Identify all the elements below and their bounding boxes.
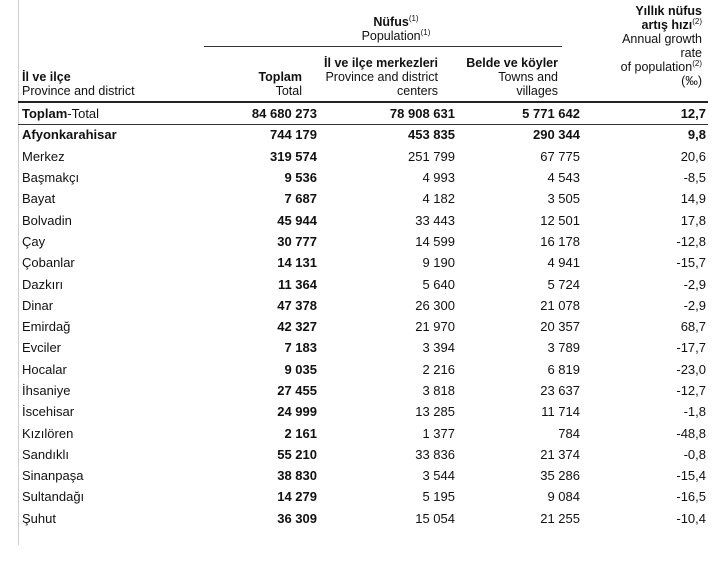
towns-cell: 21 374 <box>540 446 580 462</box>
district-name-cell: Sandıklı <box>22 446 69 462</box>
towns-cell: 20 357 <box>540 319 580 335</box>
growth-title-tr-line2: artış hızı <box>641 18 693 32</box>
table-row <box>22 337 706 358</box>
total-cell: 36 309 <box>277 510 317 526</box>
district-name-cell: Dinar <box>22 297 54 313</box>
towns-cell: 9 084 <box>547 489 580 505</box>
total-cell: 42 327 <box>277 319 317 335</box>
total-cell: 7 687 <box>284 191 317 207</box>
table-row <box>22 295 706 316</box>
table-row <box>22 252 706 273</box>
growth-rate-cell: -17,7 <box>676 340 706 356</box>
district-name-cell: Evciler <box>22 340 62 356</box>
centers-cell: 13 285 <box>415 404 455 420</box>
towns-cell: 3 789 <box>547 340 580 356</box>
growth-rate-cell: -2,9 <box>683 297 706 313</box>
growth-title-tr-line1: Yıllık nüfus <box>635 4 702 18</box>
centers-cell: 9 190 <box>422 255 455 271</box>
towns-cell: 4 941 <box>547 255 580 271</box>
total-header-tr: Toplam <box>258 70 302 84</box>
growth-rate-cell: -1,8 <box>683 404 706 420</box>
district-name-cell: Hocalar <box>22 361 67 377</box>
centers-cell: 2 216 <box>422 361 455 377</box>
table-row <box>22 401 706 422</box>
total-cell: 11 364 <box>277 276 317 292</box>
towns-cell: 67 775 <box>540 148 580 164</box>
growth-rate-cell: 17,8 <box>680 212 706 228</box>
centers-cell: 33 443 <box>415 212 455 228</box>
total-cell: 2 161 <box>284 425 317 441</box>
centers-cell: 78 908 631 <box>389 106 455 122</box>
table-row <box>22 465 706 486</box>
total-cell: 9 035 <box>284 361 317 377</box>
total-header-en: Total <box>275 84 302 98</box>
centers-header-en-line1: Province and district <box>325 70 438 84</box>
table-row <box>22 124 706 145</box>
towns-cell: 784 <box>558 425 580 441</box>
population-group-header <box>336 15 456 43</box>
total-cell: 27 455 <box>277 383 317 398</box>
table-row <box>22 209 706 230</box>
growth-rate-cell: -15,7 <box>676 255 706 271</box>
growth-rate-cell: -15,4 <box>676 468 706 484</box>
total-row-rule <box>18 124 708 125</box>
towns-column-header <box>438 56 558 98</box>
towns-cell: 21 078 <box>540 297 580 313</box>
total-cell: 84 680 273 <box>251 106 317 122</box>
growth-title-en-line1: Annual growth <box>622 32 702 46</box>
total-cell: 45 944 <box>277 212 317 228</box>
growth-unit: (‰) <box>681 74 702 88</box>
towns-cell: 23 637 <box>540 383 580 398</box>
centers-cell: 4 993 <box>422 170 455 186</box>
table-row <box>22 359 706 380</box>
centers-cell: 453 835 <box>408 127 455 143</box>
growth-rate-cell: 68,7 <box>680 319 706 335</box>
centers-cell: 33 836 <box>415 446 455 462</box>
population-title-en: Population <box>361 29 421 43</box>
table-row <box>22 316 706 337</box>
table-row <box>22 444 706 465</box>
growth-rate-cell: -48,8 <box>676 425 706 441</box>
towns-cell: 35 286 <box>540 468 580 484</box>
table-body <box>22 103 706 529</box>
total-cell: 7 183 <box>284 340 317 356</box>
centers-cell: 14 599 <box>415 233 455 249</box>
district-name-cell: Merkez <box>22 148 65 164</box>
growth-rate-header <box>578 4 702 88</box>
growth-rate-cell: -12,7 <box>676 383 706 398</box>
growth-title-en-note: (2) <box>692 58 702 68</box>
towns-cell: 3 505 <box>547 191 580 207</box>
centers-cell: 21 970 <box>415 319 455 335</box>
centers-cell: 26 300 <box>415 297 455 313</box>
district-column-header <box>22 70 192 98</box>
centers-cell: 3 394 <box>422 340 455 356</box>
towns-header-en-line1: Towns and <box>498 70 558 84</box>
total-cell: 9 536 <box>284 170 317 186</box>
centers-cell: 5 195 <box>422 489 455 505</box>
table-row <box>22 167 706 188</box>
district-name-rest: -Total <box>67 106 100 122</box>
centers-cell: 3 544 <box>422 468 455 484</box>
towns-header-en-line2: villages <box>516 84 558 98</box>
growth-rate-cell: -23,0 <box>676 361 706 377</box>
district-name-bold: Toplam <box>22 106 68 122</box>
growth-rate-cell: -12,8 <box>676 233 706 249</box>
towns-header-tr: Belde ve köyler <box>466 56 558 70</box>
total-column-header <box>218 70 302 98</box>
towns-cell: 16 178 <box>540 233 580 249</box>
total-cell: 55 210 <box>277 446 317 462</box>
centers-cell: 251 799 <box>408 148 455 164</box>
district-name-cell <box>22 103 229 124</box>
centers-header-tr: İl ve ilçe merkezleri <box>324 56 438 70</box>
district-name-cell <box>22 124 229 145</box>
district-name-cell: Sinanpaşa <box>22 468 84 484</box>
table-row <box>22 422 706 443</box>
growth-title-en-line3: of population <box>620 60 693 74</box>
total-cell: 38 830 <box>277 468 317 484</box>
population-title-tr: Nüfus <box>373 15 409 29</box>
centers-column-header <box>298 56 438 98</box>
growth-title-tr-note: (2) <box>692 16 702 26</box>
population-title-tr-note: (1) <box>408 13 419 23</box>
table-row <box>22 146 706 167</box>
population-group-rule <box>204 46 562 47</box>
centers-cell: 4 182 <box>422 191 455 207</box>
table-row <box>22 273 706 294</box>
district-name-cell: Başmakçı <box>22 170 80 186</box>
population-data-table <box>22 103 706 529</box>
towns-cell: 12 501 <box>540 212 580 228</box>
district-name-cell: Sultandağı <box>22 489 85 505</box>
district-name-cell: Emirdağ <box>22 319 71 335</box>
towns-cell: 290 344 <box>533 127 580 143</box>
total-cell: 14 279 <box>277 489 317 505</box>
towns-cell: 21 255 <box>540 510 580 526</box>
district-name-cell: İscehisar <box>22 404 75 420</box>
growth-rate-cell: -8,5 <box>683 170 706 186</box>
centers-header-en-line2: centers <box>397 84 438 98</box>
towns-cell: 6 819 <box>547 361 580 377</box>
growth-rate-cell: 14,9 <box>680 191 706 207</box>
total-cell: 14 131 <box>277 255 317 271</box>
table-row <box>22 508 706 529</box>
table-row <box>22 103 706 124</box>
total-cell: 47 378 <box>277 297 317 313</box>
district-name-cell: Bolvadin <box>22 212 72 228</box>
district-name-cell: Şuhut <box>22 510 56 526</box>
growth-title-en-line2: rate <box>680 46 702 60</box>
centers-cell: 15 054 <box>415 510 455 526</box>
district-header-tr: İl ve ilçe <box>22 70 71 84</box>
population-table-page <box>18 0 708 545</box>
towns-cell: 11 714 <box>541 404 580 420</box>
centers-cell: 3 818 <box>422 383 455 398</box>
total-cell: 24 999 <box>277 404 317 420</box>
district-name-cell: Çay <box>22 233 46 249</box>
towns-cell: 5 724 <box>547 276 580 292</box>
total-cell: 744 179 <box>270 127 317 143</box>
growth-rate-cell: 9,8 <box>687 127 706 143</box>
towns-cell: 5 771 642 <box>522 106 580 122</box>
table-row <box>22 380 706 401</box>
centers-cell: 1 377 <box>422 425 455 441</box>
district-name-cell: Kızılören <box>22 425 74 441</box>
growth-rate-cell: -0,8 <box>683 446 706 462</box>
total-cell: 30 777 <box>277 233 317 249</box>
growth-rate-cell: 12,7 <box>680 106 706 122</box>
total-cell: 319 574 <box>270 148 317 164</box>
district-header-en: Province and district <box>22 84 135 98</box>
table-row <box>22 486 706 507</box>
district-name-cell: Bayat <box>22 191 56 207</box>
district-name-bold: Afyonkarahisar <box>22 127 117 143</box>
growth-rate-cell: -2,9 <box>683 276 706 292</box>
population-title-en-note: (1) <box>420 27 431 37</box>
district-name-cell: İhsaniye <box>22 383 71 398</box>
growth-rate-cell: -10,4 <box>676 510 706 526</box>
district-name-cell: Çobanlar <box>22 255 75 271</box>
table-row <box>22 188 706 209</box>
district-name-cell: Dazkırı <box>22 276 64 292</box>
centers-cell: 5 640 <box>422 276 455 292</box>
growth-rate-cell: 20,6 <box>680 148 706 164</box>
towns-cell: 4 543 <box>547 170 580 186</box>
growth-rate-cell: -16,5 <box>676 489 706 505</box>
table-row <box>22 231 706 252</box>
